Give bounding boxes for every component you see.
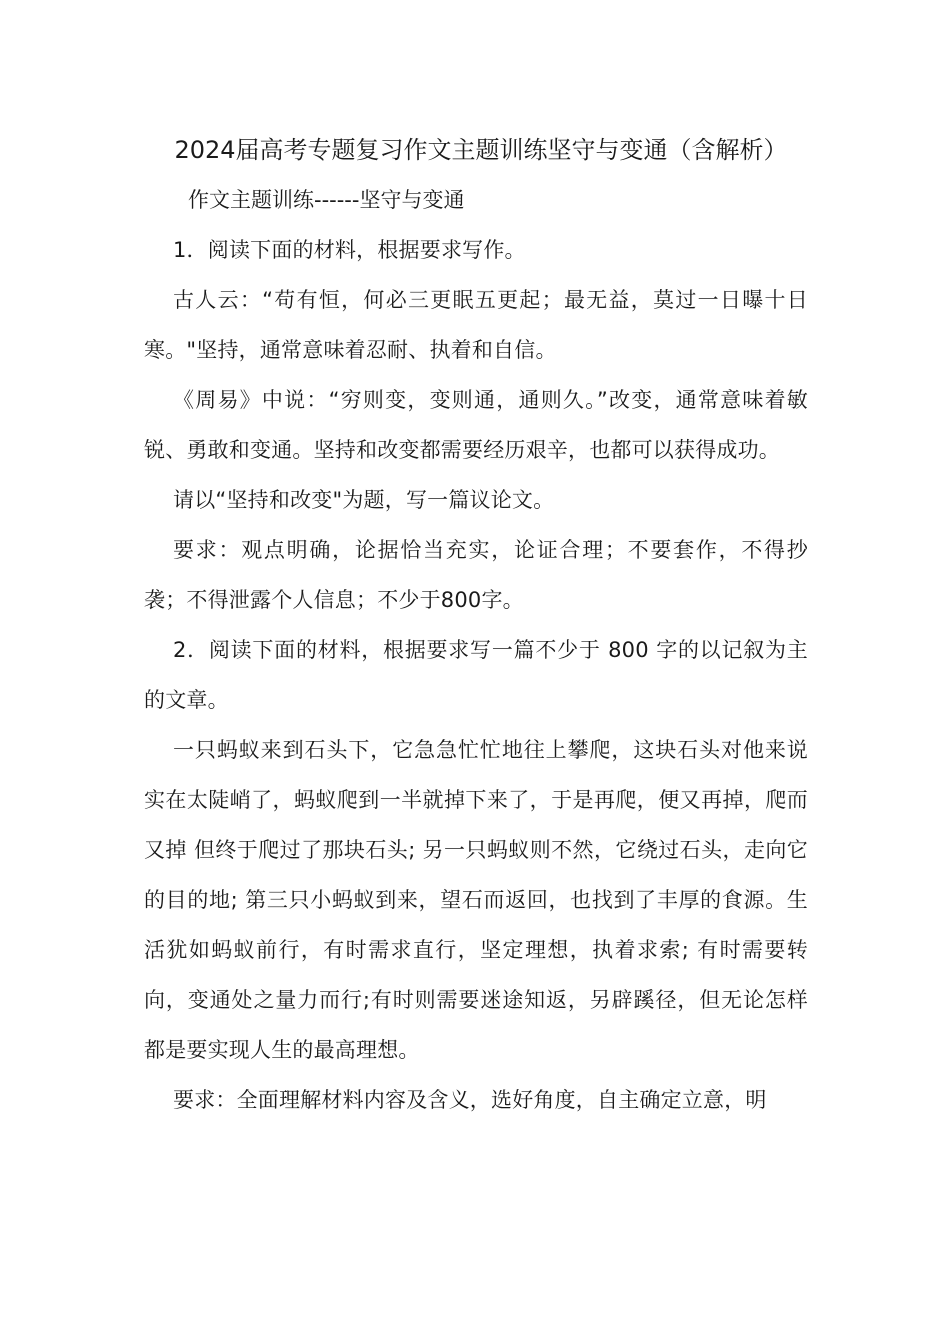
paragraph-ancient-quote: 古人云：“苟有恒，何必三更眠五更起；最无益，莫过一日曝十日寒。"坚持，通常意味着忍耐、执着和自信。 xyxy=(144,288,808,362)
paragraph-task-2: 2．阅读下面的材料，根据要求写一篇不少于 800 字的以记叙为主的文章。 xyxy=(144,638,808,712)
document-body xyxy=(144,125,808,1125)
paragraph-topic: 请以“坚持和改变"为题，写一篇议论文。 xyxy=(173,488,555,512)
paragraph-ant-story: 一只蚂蚁来到石头下，它急急忙忙地往上攀爬，这块石头对他来说实在太陡峭了，蚂蚁爬到一半就掉下来了，于是再爬，便又再掉，爬而又掉 但终于爬过了那块石头; 另一只蚂蚁则不然，它绕过石头，走向它的目的地; 第三只小蚂蚁到来，望石而返回，也找到了丰厚的食源。生活犹如蚂蚁前行，有时需求直行，坚定理想，执着求索; 有时需要转向，变通处之量力而行;有时则需要迷途知返，另辟蹊径，但无论怎样都是要实现人生的最高理想。 xyxy=(144,738,808,1062)
paragraph-requirements-2: 要求：全面理解材料内容及含义，选好角度，自主确定立意，明 xyxy=(173,1088,767,1112)
paragraph-task-1: 1．阅读下面的材料，根据要求写作。 xyxy=(173,238,526,262)
document-subtitle: 作文主题训练------坚守与变通 xyxy=(188,188,465,212)
paragraph-zhouyi-quote: 《周易》中说：“穷则变，变则通，通则久。”改变，通常意味着敏锐、勇敢和变通。坚持和改变都需要经历艰辛，也都可以获得成功。 xyxy=(144,388,808,462)
paragraph-requirements-1: 要求：观点明确，论据恰当充实，论证合理；不要套作，不得抄袭；不得泄露个人信息；不少于800字。 xyxy=(144,538,808,612)
document-title: 2024届高考专题复习作文主题训练坚守与变通（含解析） xyxy=(174,136,788,164)
